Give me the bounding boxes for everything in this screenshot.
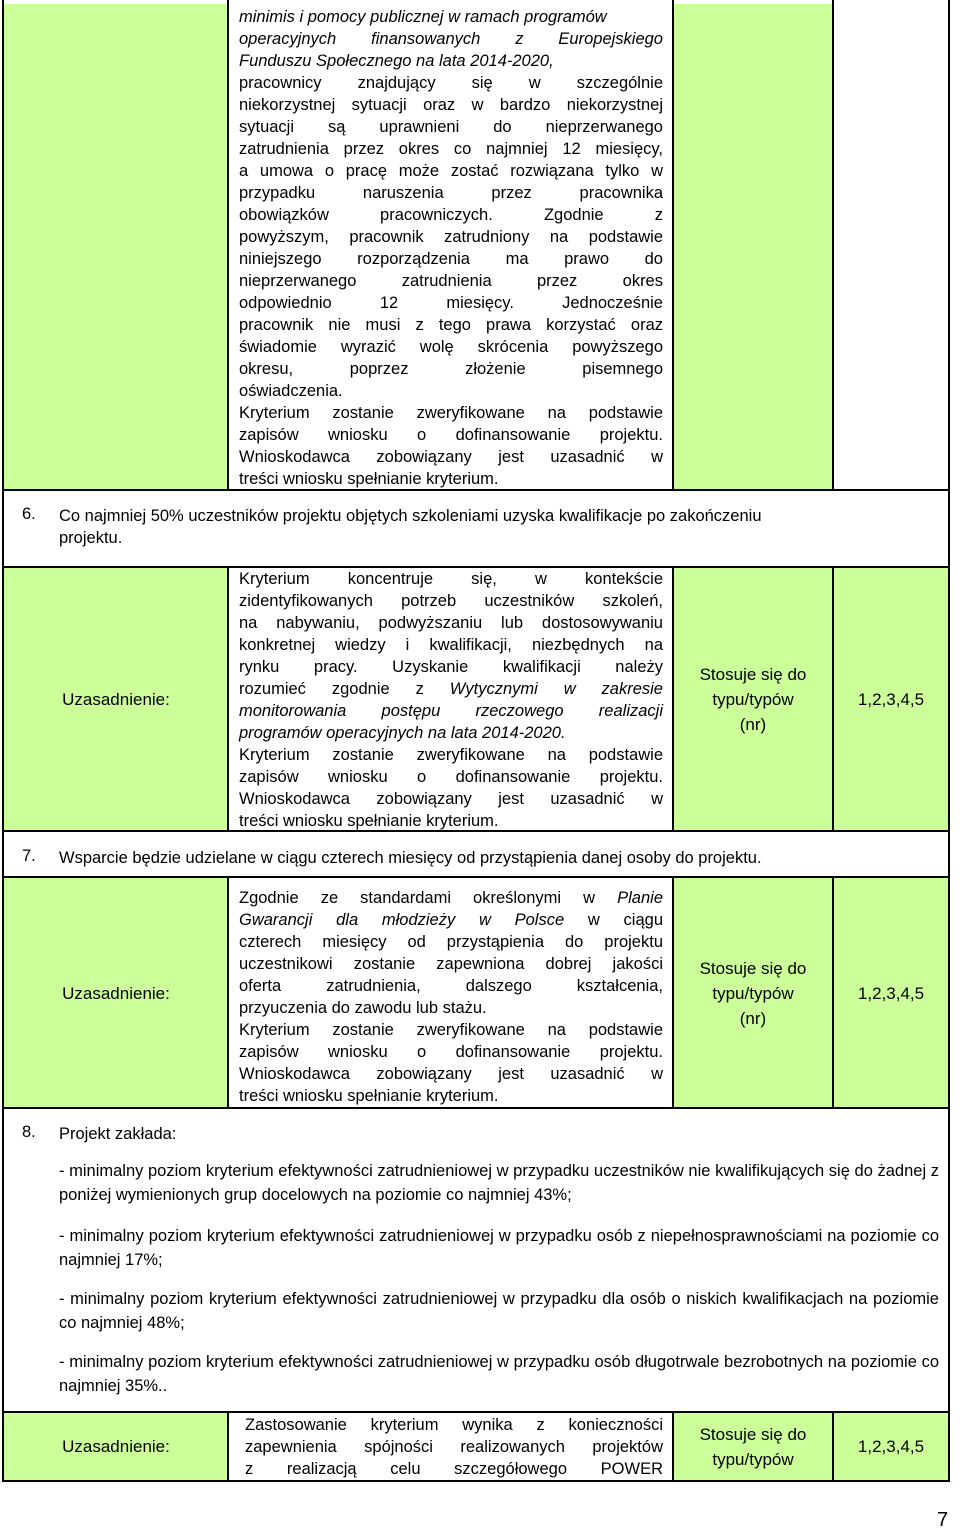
sec8-requirement-3: - minimalny poziom kryterium efektywności zatrudnieniowej w przypadku dla osób o niskich kwalifikacjach na poziomie co najmniej 48%; <box>59 1290 939 1332</box>
sec5-applies-cell <box>673 4 833 490</box>
sec6-types: 1,2,3,4,5 <box>857 690 925 709</box>
sec8-requirement-1: - minimalny poziom kryterium efektywności zatrudnieniowej w przypadku uczestników nie kwalifikujących się do żadnej z poniżej wymienionych grup docelowych na poziomie co najmniej 43%; <box>59 1162 939 1204</box>
sec8-number: 8. <box>22 1123 36 1141</box>
sec7-types: 1,2,3,4,5 <box>857 983 925 1003</box>
sec7-number: 7. <box>22 847 36 865</box>
sec7-title: Wsparcie będzie udzielane w ciągu czterech miesięcy od przystąpienia danej osoby do projektu. <box>59 849 762 867</box>
sec7-applies-to: Stosuje się do typu/typów (nr) <box>699 958 807 1028</box>
sec5-justification-text: minimis i pomocy publicznej w ramach programów operacyjnych finansowanych z Europejskiego Funduszu Społecznego na lata 2014-2020, pracownicy znajdujący się w szczególnie niekorzystnej sytuacji oraz w bardzo niekorzystnej sytuacji są uprawnieni do nieprzerwanego zatrudnienia przez okres co najmniej 12 miesięcy, a umowa o pracę może zostać rozwiązana tylko w przypadku naruszenia przez pracownika obowiązków pracowniczych. Zgodnie z powyższym, pracownik zatrudniony na podstawie niniejszego rozporządzenia ma prawo do nieprzerwanego zatrudnienia przez okres odpowiednio 12 miesięcy. Jednocześnie pracownik nie musi z tego prawa korzystać oraz świadomie wyrazić wolę skrócenia powyższego okresu, poprzez złożenie pisemnego oświadczenia. Kryterium zostanie zweryfikowane na podstawie zapisów wniosku o dofinansowanie projektu. Wnioskodawca zobowiązany jest uzasadnić w treści wniosku spełnianie kryterium. <box>239 8 663 488</box>
sec8-title: Projekt zakłada: <box>59 1125 177 1143</box>
sec5-left-cell <box>4 4 228 490</box>
sec8-requirement-4: - minimalny poziom kryterium efektywności zatrudnieniowej w przypadku osób długotrwale bezrobotnych na poziomie co najmniej 35%.. <box>59 1353 939 1395</box>
sec6-number: 6. <box>22 505 36 523</box>
sec8-applies-to: Stosuje się do typu/typów <box>699 1424 807 1469</box>
sec6-applies-to: Stosuje się do typu/typów (nr) <box>699 665 807 734</box>
sec8-label: Uzasadnienie: <box>62 1437 170 1456</box>
sec6-title: Co najmniej 50% uczestników projektu objętych szkoleniami uzyska kwalifikacje po zakończeniu projektu. <box>59 507 762 547</box>
sec8-types: 1,2,3,4,5 <box>857 1437 925 1456</box>
sec8-requirement-2: - minimalny poziom kryterium efektywności zatrudnieniowej w przypadku osób z niepełnosprawnościami na poziomie co najmniej 17%; <box>59 1227 939 1269</box>
sec8-justification-text: Zastosowanie kryterium wynika z konieczności zapewnienia spójności realizowanych projektów z realizacją celu szczegółowego POWER <box>245 1416 663 1478</box>
sec7-label: Uzasadnienie: <box>62 983 170 1003</box>
page-number: 7 <box>937 1509 949 1531</box>
sec6-justification-text: Kryterium koncentruje się, w kontekście zidentyfikowanych potrzeb uczestników szkoleń, na nabywaniu, podwyższaniu lub dostosowywaniu konkretnej wiedzy i kwalifikacji, niezbędnych na rynku pracy. Uzyskanie kwalifikacji należy rozumieć zgodnie z Wytycznymi w zakresie monitorowania postępu rzeczowego realizacji programów operacyjnych na lata 2014-2020. Kryterium zostanie zweryfikowane na podstawie zapisów wniosku o dofinansowanie projektu. Wnioskodawca zobowiązany jest uzasadnić w treści wniosku spełnianie kryterium. <box>239 570 663 830</box>
sec7-justification-text: Zgodnie ze standardami określonymi w Planie Gwarancji dla młodzieży w Polsce w ciągu czterech miesięcy od przystąpienia do projektu uczestnikowi zostanie zapewniona dobrej jakości oferta zatrudnienia, dalszego kształcenia, przyuczenia do zawodu lub stażu. Kryterium zostanie zweryfikowane na podstawie zapisów wniosku o dofinansowanie projektu. Wnioskodawca zobowiązany jest uzasadnić w treści wniosku spełnianie kryterium. <box>239 889 664 1105</box>
sec6-label: Uzasadnienie: <box>62 690 170 709</box>
